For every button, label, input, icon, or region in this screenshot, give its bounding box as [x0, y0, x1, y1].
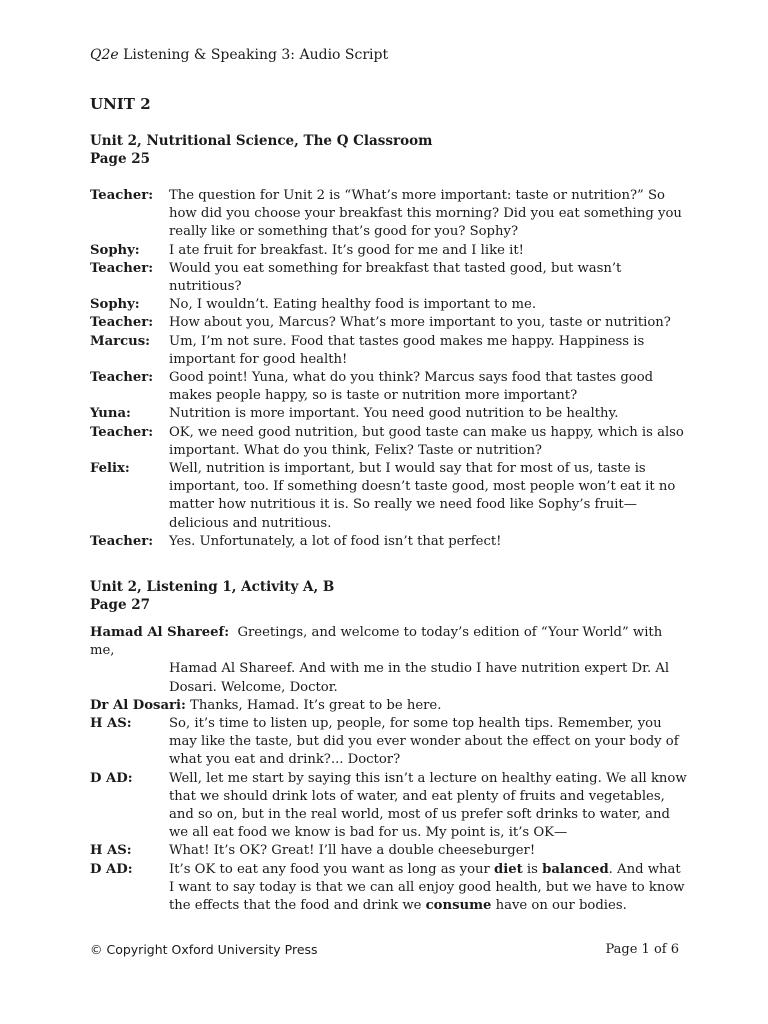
dialogue-text: Greetings, and welcome to today’s edition of “Your World” with me, [90, 625, 663, 659]
dialogue-line [90, 770, 690, 843]
dialogue-line [90, 697, 690, 715]
dialogue-text: So, it’s time to listen up, people, for some top health tips. Remember, you may like the taste, but did you ever wonder about the effect on your body of what you eat and drink?... Doctor? [169, 716, 679, 768]
speaker-name: Dr Al Dosari: [90, 697, 186, 713]
dialogue-line [90, 369, 690, 405]
dialogue-text: The question for Unit 2 is “What’s more important: taste or nutrition?” So how did you choose your breakfast this morning? Did you eat something you really like or something that’s good for you? Sophy? [169, 188, 682, 240]
speaker-name: Yuna: [90, 406, 131, 422]
dialogue-line [90, 861, 690, 916]
speaker-name: Marcus: [90, 333, 151, 349]
keyword: consume [425, 898, 492, 914]
dialogue-line [90, 405, 690, 423]
dialogue-text: Well, nutrition is important, but I would say that for most of us, taste is important, too. If something doesn’t taste good, most people won’t eat it no matter how nutritious it is. So really we need food like Sophy’s fruit—delicious and nutritious. [169, 461, 676, 531]
dialogue-text: It’s OK to eat any food you want as long as your diet is balanced. And what I want to say today is that we can all enjoy good health, but we have to know the effects that the food and drink we consume have on our bodies. [169, 861, 685, 914]
dialogue-text: Good point! Yuna, what do you think? Marcus says food that tastes good makes people happy, so is taste or nutrition more important? [169, 370, 654, 404]
dialogue-text: Yes. Unfortunately, a lot of food isn’t that perfect! [169, 533, 502, 549]
copyright-footer: © Copyright Oxford University Press [90, 942, 318, 957]
dialogue-text: What! It’s OK? Great! I’ll have a double cheeseburger! [169, 843, 536, 859]
dialogue-line [90, 624, 690, 697]
dialogue-text: Um, I’m not sure. Food that tastes good makes me happy. Happiness is important for good health! [169, 333, 645, 367]
dialogue-line [90, 424, 690, 460]
section-heading [90, 578, 334, 614]
section-page: Page 27 [90, 597, 151, 613]
dialogue-text: Nutrition is more important. You need good nutrition to be healthy. [169, 406, 619, 422]
dialogue-line [90, 533, 690, 551]
running-header [90, 47, 388, 63]
page-number: Page 1 of 6 [605, 942, 679, 957]
speaker-name: Teacher: [90, 260, 154, 276]
speaker-name: Hamad Al Shareef: [90, 625, 230, 640]
speaker-name: Sophy: [90, 242, 140, 258]
section-title: Unit 2, Nutritional Science, The Q Classroom [90, 133, 433, 149]
speaker-name: Felix: [90, 461, 130, 477]
dialogue-text: How about you, Marcus? What’s more important to you, taste or nutrition? [169, 315, 671, 331]
dialogue-line [90, 333, 690, 369]
dialogue-line [90, 260, 690, 296]
speaker-name: Teacher: [90, 188, 154, 203]
dialogue-text: Well, let me start by saying this isn’t a lecture on healthy eating. We all know that we should drink lots of water, and eat plenty of fruits and vegetables, and so on, but in the real world, most of us prefer soft drinks to water, and we all eat food we know is bad for us. My point is, it’s OK— [169, 770, 687, 841]
keyword: diet [494, 861, 523, 877]
speaker-name: Teacher: [90, 424, 154, 440]
dialogue-line [90, 715, 690, 770]
speaker-name: Teacher: [90, 533, 154, 549]
speaker-name: H AS: [90, 716, 132, 732]
dialogue-line [90, 187, 690, 242]
unit-title: UNIT 2 [90, 95, 151, 113]
speaker-name: D AD: [90, 770, 133, 786]
dialogue-line [90, 296, 690, 314]
dialogue-text-continued: Hamad Al Shareef. And with me in the studio I have nutrition expert Dr. Al Dosari. Welcome, Doctor. [169, 661, 670, 695]
keyword: balanced [542, 861, 609, 877]
dialogue-text: No, I wouldn’t. Eating healthy food is important to me. [169, 297, 537, 313]
dialogue-line [90, 242, 690, 260]
dialogue-text: I ate fruit for breakfast. It’s good for me and I like it! [169, 242, 524, 258]
speaker-name: H AS: [90, 843, 132, 859]
speaker-name: Teacher: [90, 370, 154, 386]
book-title-rest: Listening & Speaking 3: Audio Script [118, 47, 389, 63]
dialogue-section-1 [90, 187, 690, 551]
section-heading [90, 132, 432, 168]
dialogue-line [90, 842, 690, 860]
dialogue-line [90, 460, 690, 533]
speaker-name: D AD: [90, 861, 133, 877]
dialogue-section-2 [90, 624, 690, 915]
speaker-name: Sophy: [90, 297, 140, 313]
dialogue-text: OK, we need good nutrition, but good taste can make us happy, which is also important. What do you think, Felix? Taste or nutrition? [169, 424, 684, 458]
section-page: Page 25 [90, 151, 151, 167]
book-title-italic: Q2e [90, 47, 119, 63]
dialogue-line [90, 314, 690, 332]
dialogue-text: Thanks, Hamad. It’s great to be here. [190, 697, 442, 713]
section-title: Unit 2, Listening 1, Activity A, B [90, 579, 335, 595]
dialogue-text: Would you eat something for breakfast that tasted good, but wasn’t nutritious? [169, 260, 622, 295]
speaker-name: Teacher: [90, 315, 154, 331]
